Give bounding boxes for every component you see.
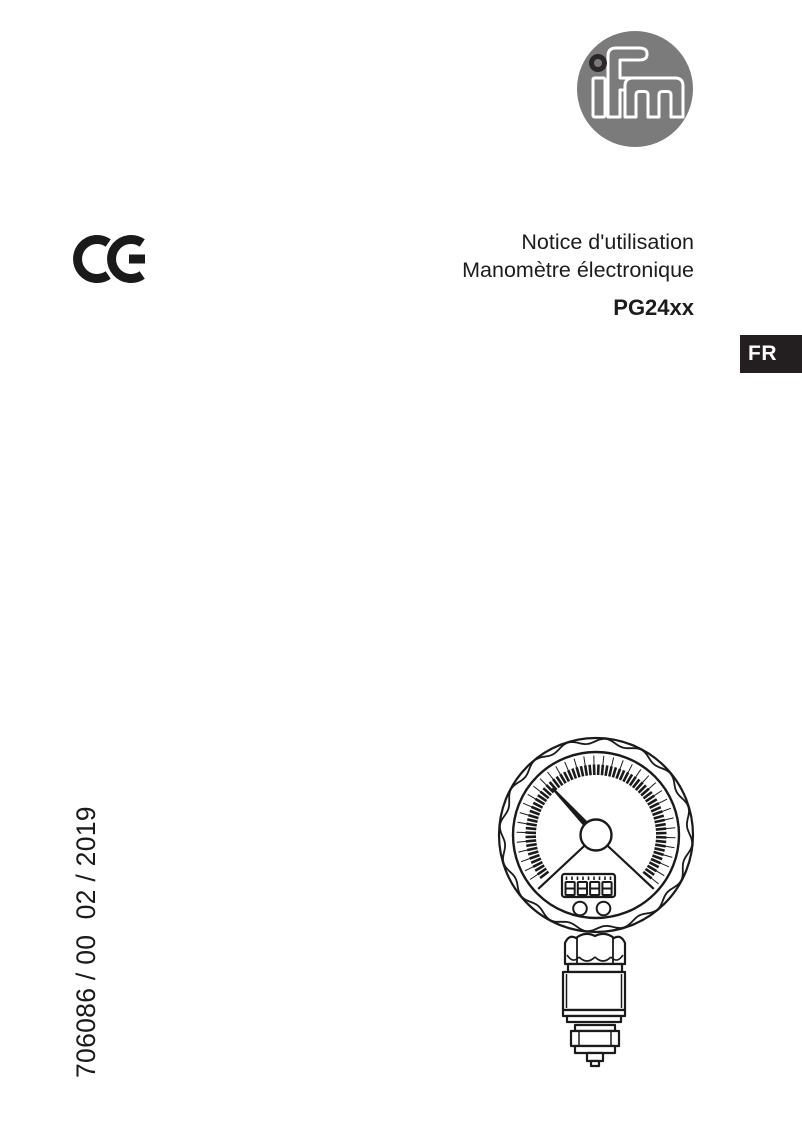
document-number-vertical: 706086 / 00 02 / 2019 [71, 806, 101, 1078]
language-badge-label: FR [748, 342, 777, 365]
process-connection [563, 934, 625, 1066]
title-block [462, 229, 694, 322]
ce-mark [71, 230, 161, 288]
doc-title-line2: Manomètre électronique [462, 257, 694, 282]
gauge-figure [478, 706, 718, 1086]
pressure-gauge-illustration [478, 706, 718, 1086]
ifm-logo-icon [575, 29, 695, 149]
doc-title-line1: Notice d'utilisation [521, 230, 694, 254]
language-badge [740, 335, 802, 373]
gauge-dial [499, 738, 693, 932]
product-code: PG24xx [613, 295, 694, 320]
